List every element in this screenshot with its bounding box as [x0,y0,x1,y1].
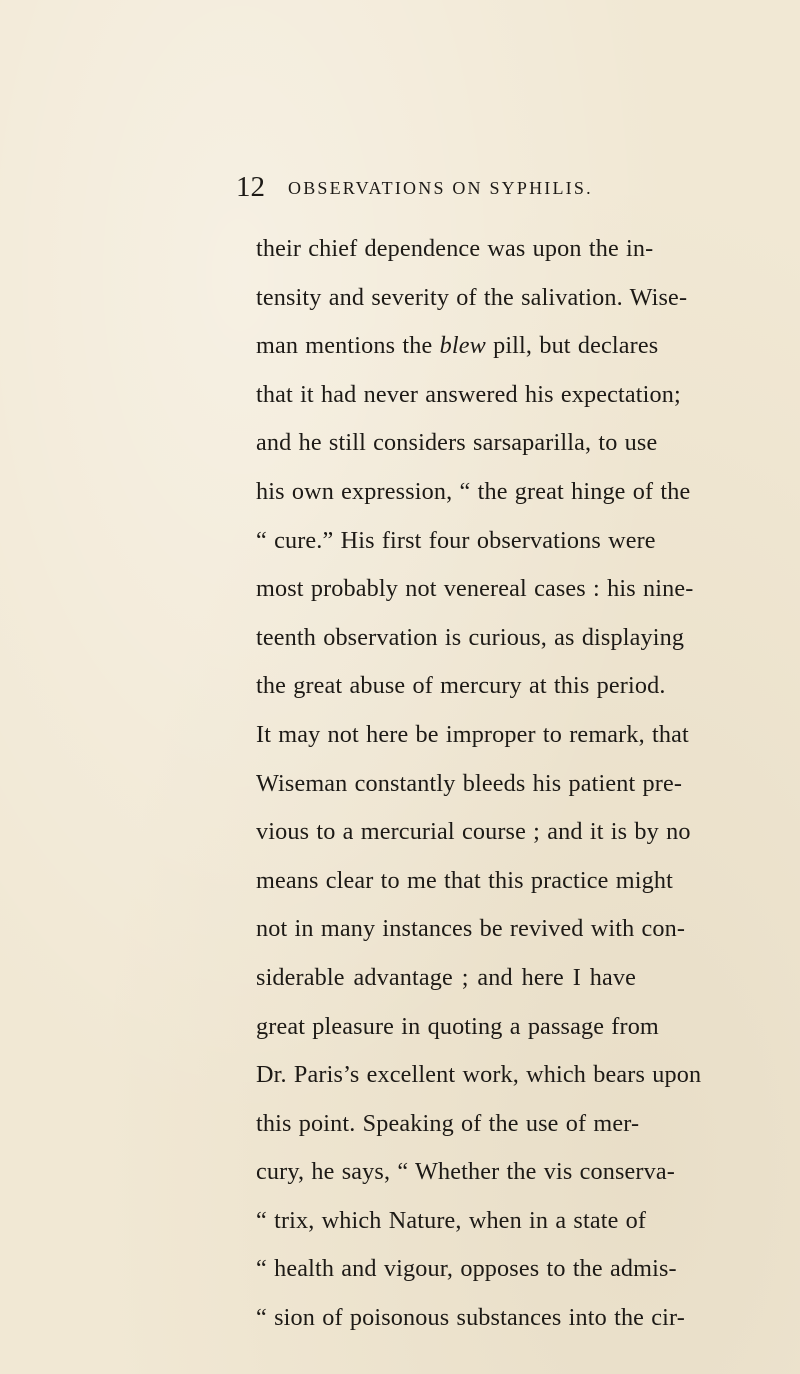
text-line: his own expression, “ the great hinge of the [256,477,691,505]
page-header [236,170,656,204]
text-line: the great abuse of mercury at this period. [256,672,666,700]
text-line: It may not here be improper to remark, that [256,720,689,748]
text-line: not in many instances be revived with con- [256,915,686,943]
text-line: this point. Speaking of the use of mer- [256,1109,640,1137]
text-line: “ cure.” His first four observations were [256,526,656,554]
page-number: 12 [236,171,265,203]
text-line [256,330,659,379]
text-line-segment: man mentions the [256,332,440,360]
italic-word: blew [439,332,486,360]
text-line: teenth observation is curious, as displaying [256,623,685,651]
text-line: means clear to me that this practice might [256,866,673,894]
text-line: Dr. Paris’s excellent work, which bears upon [256,1061,702,1089]
text-line: Wiseman constantly bleeds his patient pre- [256,769,683,797]
text-line: vious to a mercurial course ; and it is by no [256,818,691,846]
text-line: their chief dependence was upon the in- [256,235,654,262]
text-line: “ trix, which Nature, when in a state of [256,1206,647,1234]
text-line: cury, he says, “ Whether the vis conserva- [256,1158,675,1186]
text-line: tensity and severity of the salivation. Wise- [256,283,688,311]
text-line: siderable advantage ; and here I have [256,963,636,991]
text-line: “ sion of poisonous substances into the cir- [256,1304,685,1332]
text-line-segment: pill, but declares [485,332,659,360]
text-line: great pleasure in quoting a passage from [256,1012,659,1040]
body-text [256,233,702,1351]
text-line: “ health and vigour, opposes to the admis- [256,1255,677,1283]
text-line: and he still considers sarsaparilla, to use [256,429,658,457]
running-head: OBSERVATIONS ON SYPHILIS. [288,178,593,198]
text-line: most probably not venereal cases : his nine- [256,575,694,603]
text-line: that it had never answered his expectation; [256,380,681,408]
